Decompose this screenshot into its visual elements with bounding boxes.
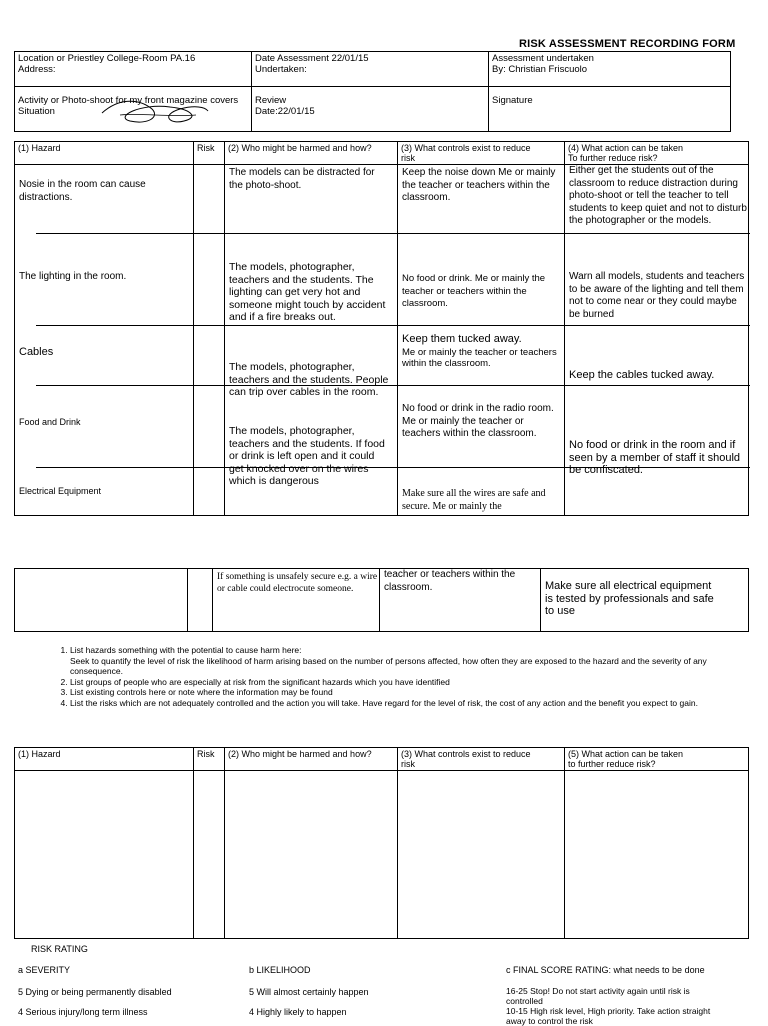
col-action-header: (5) What action can be taken to further reduce risk?: [565, 748, 749, 771]
action-cables: Keep the cables tucked away.: [569, 369, 715, 381]
action-lighting: Warn all models, students and teachers to be aware of the lighting and tell them not to come near or they could maybe be burned: [569, 271, 745, 320]
col-hazard-header: (1) Hazard: [15, 142, 194, 165]
row-divider: [36, 385, 750, 386]
note-item: 4. List the risks which are not adequately controlled and the action you will take. Have regard for the level of risk, the cost of any action and the benefit you expect to gain.: [70, 698, 736, 709]
controls-cell-cont: [380, 569, 541, 632]
note-item: 2. List groups of people who are especially at risk from the significant hazards which you have identified: [70, 677, 736, 688]
likelihood-4: 4 Highly likely to happen: [249, 1007, 347, 1017]
severity-4: 4 Serious injury/long term illness: [18, 1007, 148, 1017]
control-electrical-cont: teacher or teachers within the classroom.: [384, 569, 516, 593]
likelihood-5: 5 Will almost certainly happen: [249, 987, 369, 997]
final-score-2: 10-15 High risk level, High priority. Take action straight away to control the risk: [506, 1006, 711, 1026]
undertaken-label: Undertaken:: [255, 64, 307, 75]
location-cell: [15, 52, 252, 87]
hazard-cell-cont: [15, 569, 188, 632]
who-cables: The models, photographer, teachers and the students. People can trip over cables in the room.: [229, 361, 389, 398]
blank-who-cell[interactable]: [225, 771, 398, 939]
risk-table: [14, 141, 749, 516]
col-controls-header: (3) What controls exist to reduce risk: [398, 142, 565, 165]
control-electrical: Make sure all the wires are safe and secure. Me or mainly the: [402, 488, 546, 512]
hazard-electrical: Electrical Equipment: [19, 486, 102, 496]
situation-label: Situation: [18, 106, 55, 117]
col-who-header: (2) Who might be harmed and how?: [225, 748, 398, 771]
col-who-header: (2) Who might be harmed and how?: [225, 142, 398, 165]
assessment-undertaken-label: Assessment undertaken: [492, 53, 594, 64]
col-controls-header: (3) What controls exist to reduce risk: [398, 748, 565, 771]
blank-risk-table: [14, 747, 749, 939]
controls-column: [398, 165, 565, 516]
signature-cell: [489, 87, 731, 132]
assessor-name: By: Christian Friscuolo: [492, 64, 588, 75]
date-assessment: Date Assessment 22/01/15: [255, 53, 369, 64]
severity-5: 5 Dying or being permanently disabled: [18, 987, 172, 997]
control-lighting: No food or drink. Me or mainly the teacher or teachers within the classroom.: [402, 273, 546, 309]
row-divider: [36, 233, 750, 234]
blank-hazard-cell[interactable]: [15, 771, 194, 939]
blank-action-cell[interactable]: [565, 771, 749, 939]
control-cables-b: Me or mainly the teacher or teachers within the classroom.: [402, 347, 557, 369]
note-item: 3. List existing controls here or note where the information may be found: [70, 687, 736, 698]
col-hazard-header: (1) Hazard: [15, 748, 194, 771]
action-noise: Either get the students out of the classroom to reduce distraction during photo-shoot or tell the teacher to tell students to keep quiet and not to disturb the photographer or the models.: [569, 165, 747, 226]
risk-column: [194, 165, 225, 516]
blank-controls-cell[interactable]: [398, 771, 565, 939]
action-food-drink: No food or drink in the room and if seen by a member of staff it should be confiscated.: [569, 439, 740, 476]
risk-table-continued: [14, 568, 749, 632]
review-label: Review: [255, 95, 287, 106]
location-label: Location or Priestley College-Room PA.16: [18, 53, 196, 64]
final-score-heading: c FINAL SCORE RATING: what needs to be done: [506, 965, 705, 975]
review-date: Date:22/01/15: [255, 106, 315, 117]
form-title: RISK ASSESSMENT RECORDING FORM: [519, 38, 736, 50]
hazard-lighting: The lighting in the room.: [19, 271, 127, 282]
control-cables-a: Keep them tucked away.: [402, 333, 522, 345]
instructions-list: [56, 645, 736, 708]
signature-label: Signature: [492, 95, 533, 106]
note-item: 1. List hazards something with the potential to cause harm here: Seek to quantify the level of risk the likelihood of harm arising based on the number of persons affected, how often they are exposed to the hazard and the severity of any consequence.: [70, 645, 736, 677]
who-lighting: The models, photographer, teachers and the students. The lighting can get very hot and someone might touch by accident and if a fire breaks out.: [229, 261, 386, 323]
control-noise: Keep the noise down Me or mainly the teacher or teachers within the classroom.: [402, 167, 556, 203]
hazard-column: [15, 165, 194, 516]
action-cell-cont: [541, 569, 749, 632]
blank-risk-cell[interactable]: [194, 771, 225, 939]
col-risk-header: Risk: [194, 142, 225, 165]
col-risk-header: Risk: [194, 748, 225, 771]
col-action-header: (4) What action can be taken To further reduce risk?: [565, 142, 749, 165]
review-cell: [252, 87, 489, 132]
assessor-cell: [489, 52, 731, 87]
action-electrical: Make sure all electrical equipment is tested by professionals and safe to use: [545, 580, 714, 617]
final-score-1: 16-25 Stop! Do not start activity again until risk is controlled: [506, 986, 690, 1006]
likelihood-heading: b LIKELIHOOD: [249, 965, 311, 975]
control-food-drink: No food or drink in the radio room. Me or mainly the teacher or teachers within the classroom.: [402, 403, 554, 439]
date-assessment-cell: [252, 52, 489, 87]
who-electrical: If something is unsafely secure e.g. a wire or cable could electrocute someone.: [217, 572, 378, 594]
who-noise: The models can be distracted for the photo-shoot.: [229, 167, 375, 191]
hazard-cables: Cables: [19, 346, 54, 358]
risk-rating-title: RISK RATING: [31, 944, 88, 954]
who-column: [225, 165, 398, 516]
row-divider: [36, 325, 750, 326]
row-divider: [36, 467, 750, 468]
signature-scribble: [100, 95, 210, 129]
address-label: Address:: [18, 64, 56, 75]
activity-text: Activity or Photo-shoot for my front magazine covers: [18, 95, 239, 106]
who-cell-cont: [213, 569, 380, 632]
action-column: [565, 165, 749, 516]
hazard-noise: Nosie in the room can cause distractions.: [19, 179, 146, 203]
risk-cell-cont: [188, 569, 213, 632]
hazard-food-drink: Food and Drink: [19, 417, 81, 427]
severity-heading: a SEVERITY: [18, 965, 71, 975]
who-food-drink: The models, photographer, teachers and the students. If food or drink is left open and it could get knocked over on the wires which is dangerous: [229, 425, 385, 487]
